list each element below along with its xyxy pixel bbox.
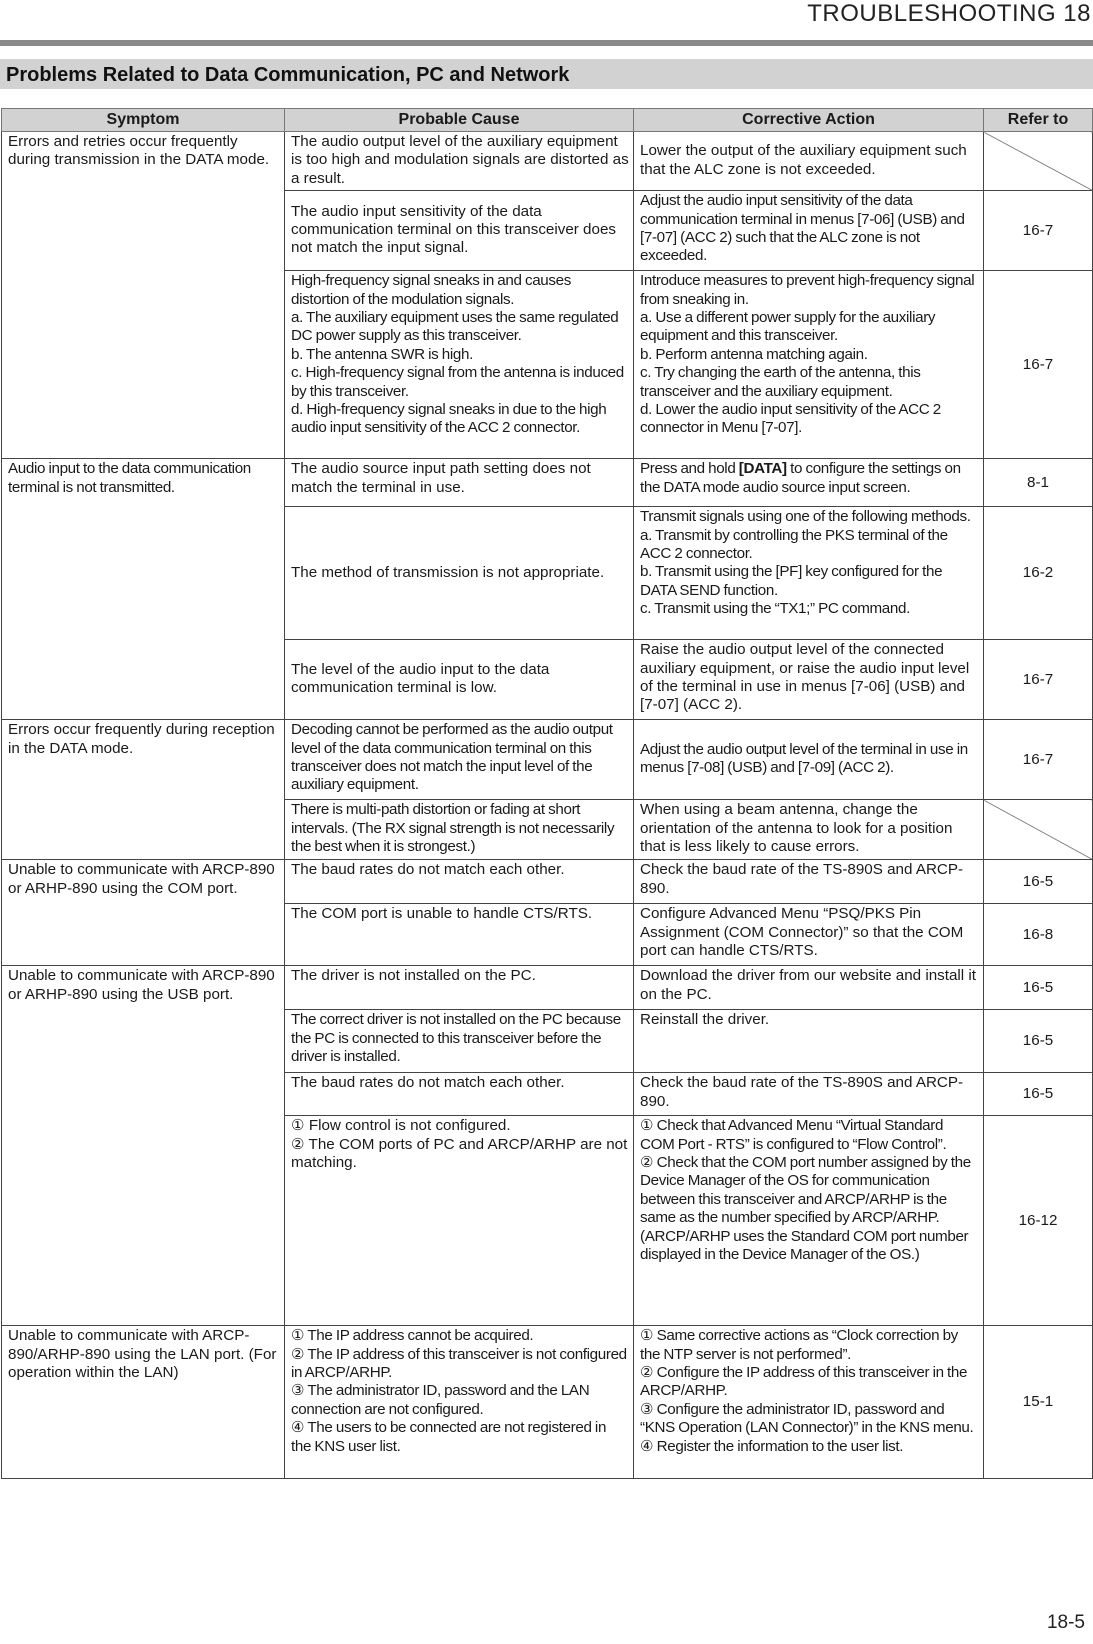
page-number: 18-5 (1046, 1612, 1085, 1633)
header-rule (0, 40, 1093, 46)
section-heading-bar (0, 59, 1093, 89)
table-row (2, 132, 1093, 191)
cause-cell: The driver is not installed on the PC. (285, 966, 634, 1010)
refer-cell: 16-5 (984, 1010, 1093, 1073)
refer-cell: 16-5 (984, 966, 1093, 1010)
table-row (2, 860, 1093, 904)
table-row (2, 1326, 1093, 1479)
action-cell: Check the baud rate of the TS-890S and ARCP-890. (634, 860, 984, 904)
chapter-header: TROUBLESHOOTING 18 (807, 0, 1091, 27)
action-cell: ① Same corrective actions as “Clock correction by the NTP server is not performed”. ② Configure the IP address of this transceiver in the ARCP/ARHP. ③ Configure the administrator ID, password and “KNS Operation (LAN Connector)” in the KNS menu. ④ Register the information to the user list. (634, 1326, 984, 1479)
section-title: Problems Related to Data Communication, PC and Network (6, 64, 570, 86)
action-cell: Transmit signals using one of the following methods. a. Transmit by controlling the PKS terminal of the ACC 2 connector. b. Transmit using the [PF] key configured for the DATA SEND function. c. Transmit using the “TX1;” PC command. (634, 507, 984, 640)
data-key-label: [DATA] (738, 460, 787, 478)
action-cell: Reinstall the driver. (634, 1010, 984, 1073)
cause-cell: The COM port is unable to handle CTS/RTS. (285, 904, 634, 966)
column-header-symptom: Symptom (2, 109, 285, 132)
refer-cell-not-applicable (984, 132, 1093, 191)
action-cell: Check the baud rate of the TS-890S and ARCP-890. (634, 1073, 984, 1116)
troubleshooting-table (1, 108, 1093, 1479)
cause-cell: The baud rates do not match each other. (285, 1073, 634, 1116)
cause-cell: The method of transmission is not appropriate. (285, 507, 634, 640)
symptom-cell: Errors occur frequently during reception in the DATA mode. (2, 720, 285, 860)
action-text-post: to configure the settings on the DATA mode audio source input screen. (640, 460, 961, 496)
cause-cell: The baud rates do not match each other. (285, 860, 634, 904)
refer-cell: 8-1 (984, 459, 1093, 507)
refer-cell-not-applicable (984, 800, 1093, 860)
cause-cell: The audio input sensitivity of the data communication terminal on this transceiver does not match the input signal. (285, 191, 634, 271)
refer-cell: 16-7 (984, 640, 1093, 720)
action-cell: Download the driver from our website and install it on the PC. (634, 966, 984, 1010)
action-cell: ① Check that Advanced Menu “Virtual Standard COM Port - RTS” is configured to “Flow Control”. ② Check that the COM port number assigned by the Device Manager of the OS for communication between this transceiver and ARCP/ARHP is the same as the number specified by ARCP/ARHP. (ARCP/ARHP uses the Standard COM port number displayed in the Device Manager of the OS.) (634, 1116, 984, 1326)
cause-cell: The audio source input path setting does not match the terminal in use. (285, 459, 634, 507)
refer-cell: 16-7 (984, 191, 1093, 271)
symptom-cell: Unable to communicate with ARCP-890 or ARHP-890 using the USB port. (2, 966, 285, 1326)
action-text-pre: Press and hold (640, 460, 739, 478)
refer-cell: 16-7 (984, 271, 1093, 459)
action-cell: When using a beam antenna, change the orientation of the antenna to look for a position that is less likely to cause errors. (634, 800, 984, 860)
symptom-cell: Audio input to the data communication terminal is not transmitted. (2, 459, 285, 720)
table-header-row (2, 109, 1093, 132)
symptom-cell: Unable to communicate with ARCP-890 or ARHP-890 using the COM port. (2, 860, 285, 966)
cause-cell: High-frequency signal sneaks in and causes distortion of the modulation signals. a. The auxiliary equipment uses the same regulated DC power supply as this transceiver. b. The antenna SWR is high. c. High-frequency signal from the antenna is induced by this transceiver. d. High-frequency signal sneaks in due to the high audio input sensitivity of the ACC 2 connector. (285, 271, 634, 459)
cause-cell: ① Flow control is not configured. ② The COM ports of PC and ARCP/ARHP are not matching. (285, 1116, 634, 1326)
action-cell: Introduce measures to prevent high-frequency signal from sneaking in. a. Use a different power supply for the auxiliary equipment and this transceiver. b. Perform antenna matching again. c. Try changing the earth of the antenna, this transceiver and the auxiliary equipment. d. Lower the audio input sensitivity of the ACC 2 connector in Menu [7-07]. (634, 271, 984, 459)
refer-cell: 16-5 (984, 1073, 1093, 1116)
refer-cell: 16-8 (984, 904, 1093, 966)
table-row (2, 459, 1093, 507)
cause-cell: The level of the audio input to the data communication terminal is low. (285, 640, 634, 720)
refer-cell: 15-1 (984, 1326, 1093, 1479)
cause-cell: ① The IP address cannot be acquired. ② The IP address of this transceiver is not configured in ARCP/ARHP. ③ The administrator ID, password and the LAN connection are not configured. ④ The users to be connected are not registered in the KNS user list. (285, 1326, 634, 1479)
column-header-cause: Probable Cause (285, 109, 634, 132)
action-cell (634, 459, 984, 507)
cause-cell: The correct driver is not installed on the PC because the PC is connected to this transceiver before the driver is installed. (285, 1010, 634, 1073)
action-cell: Configure Advanced Menu “PSQ/PKS Pin Assignment (COM Connector)” so that the COM port can handle CTS/RTS. (634, 904, 984, 966)
column-header-refer: Refer to (984, 109, 1093, 132)
action-cell: Raise the audio output level of the connected auxiliary equipment, or raise the audio input level of the terminal in use in menus [7-06] (USB) and [7-07] (ACC 2). (634, 640, 984, 720)
cause-cell: There is multi-path distortion or fading at short intervals. (The RX signal strength is not necessarily the best when it is strongest.) (285, 800, 634, 860)
refer-cell: 16-5 (984, 860, 1093, 904)
column-header-action: Corrective Action (634, 109, 984, 132)
table-row (2, 720, 1093, 800)
cause-cell: The audio output level of the auxiliary equipment is too high and modulation signals are distorted as a result. (285, 132, 634, 191)
cause-cell: Decoding cannot be performed as the audio output level of the data communication terminal on this transceiver does not match the input level of the auxiliary equipment. (285, 720, 634, 800)
action-cell: Adjust the audio input sensitivity of the data communication terminal in menus [7-06] (USB) and [7-07] (ACC 2) such that the ALC zone is not exceeded. (634, 191, 984, 271)
action-cell: Lower the output of the auxiliary equipment such that the ALC zone is not exceeded. (634, 132, 984, 191)
symptom-cell: Errors and retries occur frequently during transmission in the DATA mode. (2, 132, 285, 459)
refer-cell: 16-2 (984, 507, 1093, 640)
symptom-cell: Unable to communicate with ARCP-890/ARHP-890 using the LAN port. (For operation within the LAN) (2, 1326, 285, 1479)
action-cell: Adjust the audio output level of the terminal in use in menus [7-08] (USB) and [7-09] (ACC 2). (634, 720, 984, 800)
refer-cell: 16-7 (984, 720, 1093, 800)
table-row (2, 966, 1093, 1010)
refer-cell: 16-12 (984, 1116, 1093, 1326)
